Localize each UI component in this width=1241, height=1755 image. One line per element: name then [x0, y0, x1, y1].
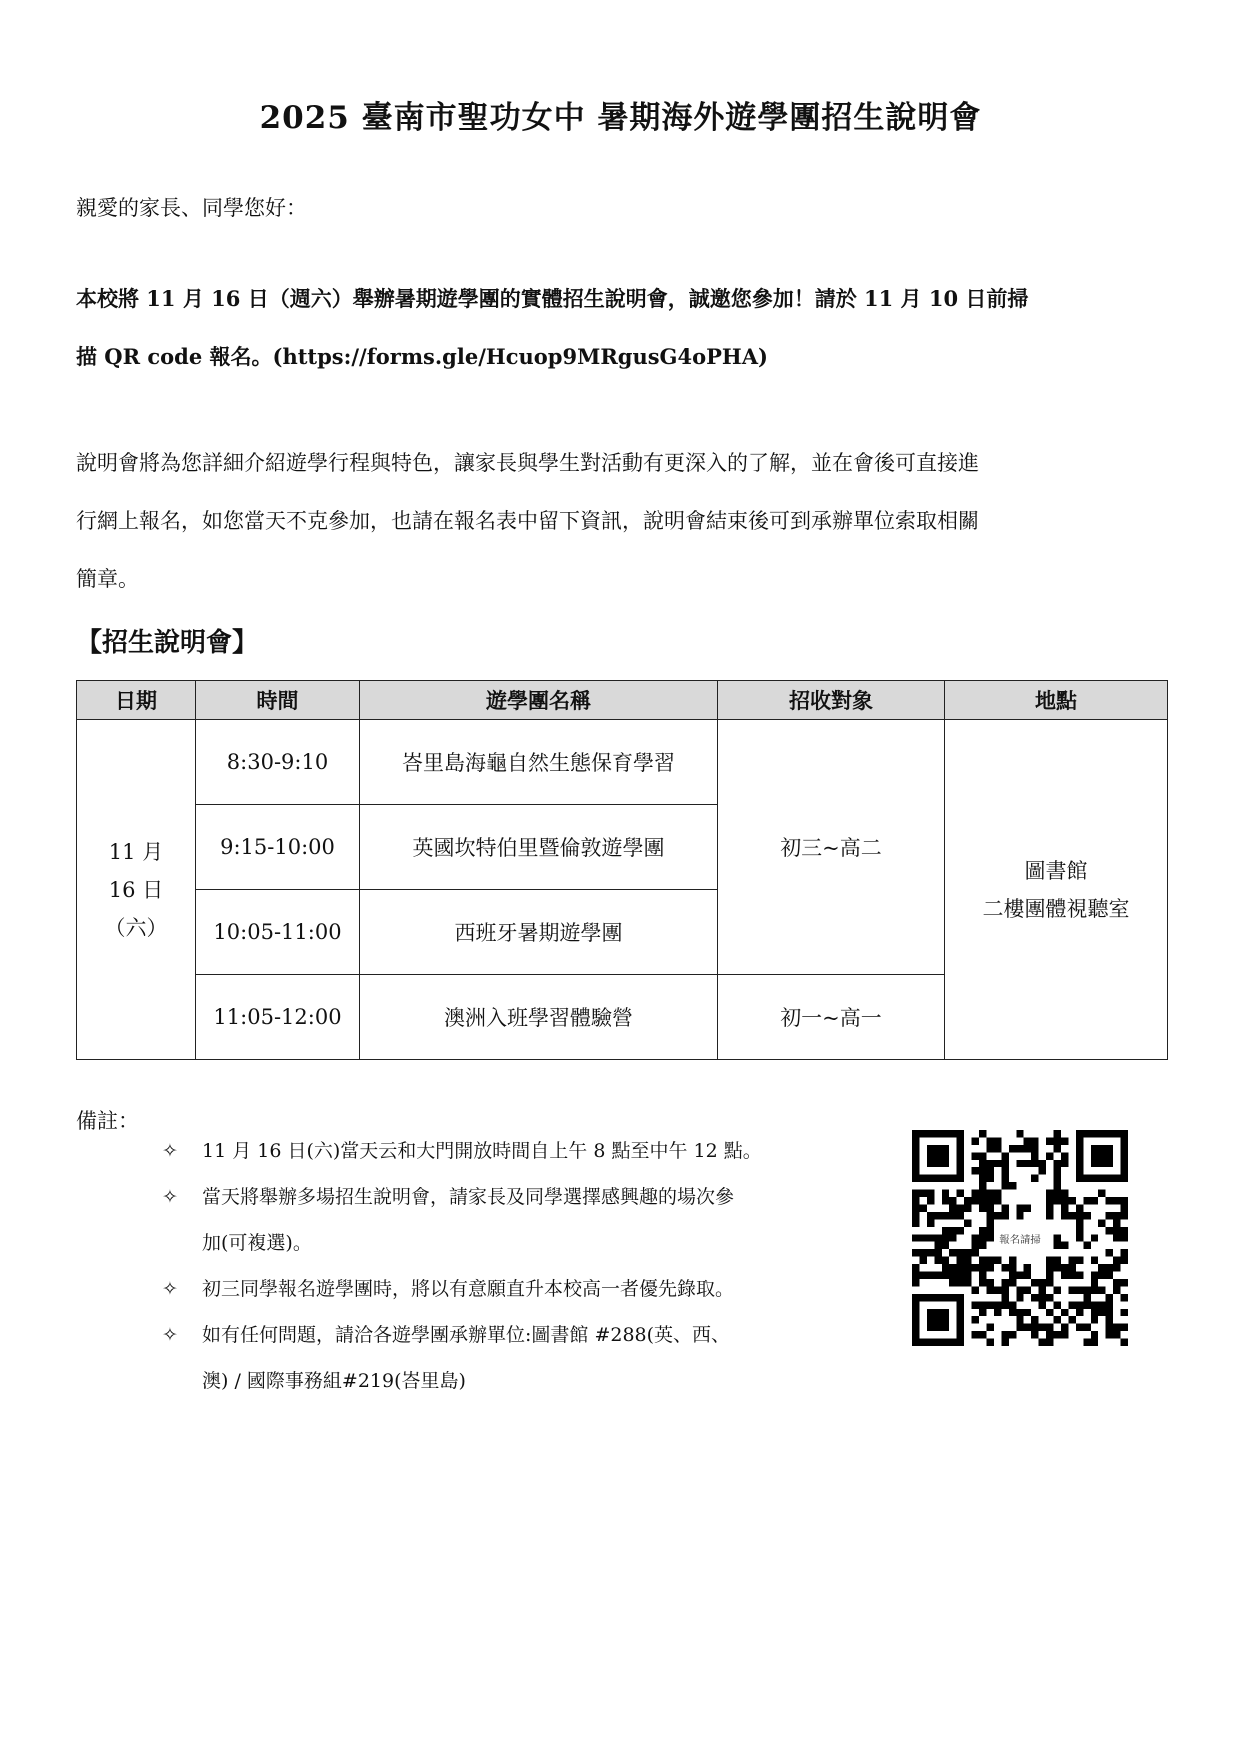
- tour-name-cell: 峇里島海龜自然生態保育學習: [360, 720, 718, 805]
- header-target: 招收對象: [718, 681, 945, 720]
- tour-name-cell: 澳洲入班學習體驗營: [360, 975, 718, 1060]
- bullet-star-icon: ✧: [162, 1324, 178, 1346]
- list-item: [162, 1266, 862, 1312]
- intro-line: 行網上報名，如您當天不克參加，也請在報名表中留下資訊，說明會結束後可到承辦單位索取相關: [76, 509, 979, 533]
- intro-paragraph: [76, 434, 1168, 608]
- section-title: 【招生說明會】: [76, 628, 259, 658]
- header-tour-name: 遊學團名稱: [360, 681, 718, 720]
- announcement-line: 描 QR code 報名。(https://forms.gle/Hcuop9MRgusG4oPHA): [76, 344, 768, 369]
- location-line: 圖書館: [1024, 858, 1088, 883]
- note-line: 初三同學報名遊學團時，將以有意願直升本校高一者優先錄取。: [202, 1278, 735, 1300]
- qr-center-text: 報名請掃: [999, 1234, 1041, 1247]
- qr-code-icon[interactable]: [912, 1130, 1128, 1346]
- time-cell: 8:30-9:10: [196, 720, 360, 805]
- list-item: [162, 1312, 862, 1404]
- note-line: 澳) / 國際事務組#219(峇里島): [202, 1370, 466, 1392]
- date-weekday: （六）: [104, 915, 168, 940]
- bullet-star-icon: ✧: [162, 1278, 178, 1300]
- greeting: 親愛的家長、同學您好：: [76, 196, 307, 220]
- notes-label: 備註：: [76, 1109, 139, 1133]
- note-line: 當天將舉辦多場招生說明會，請家長及同學選擇感興趣的場次參: [202, 1186, 735, 1208]
- table-header-row: [77, 681, 1168, 720]
- page-title: 2025 臺南市聖功女中 暑期海外遊學團招生說明會: [259, 100, 982, 136]
- date-day: 16 日: [108, 877, 164, 902]
- location-line: 二樓團體視聽室: [982, 896, 1130, 921]
- location-cell: [945, 720, 1168, 1060]
- target-cell: 初一~高一: [718, 975, 945, 1060]
- target-cell: 初三~高二: [718, 720, 945, 975]
- header-date: 日期: [77, 681, 196, 720]
- table-row: [77, 720, 1168, 805]
- note-line: 加(可複選)。: [202, 1232, 312, 1254]
- date-month: 11 月: [108, 839, 164, 864]
- notes-list: [162, 1128, 862, 1404]
- bullet-star-icon: ✧: [162, 1140, 178, 1162]
- time-cell: 11:05-12:00: [196, 975, 360, 1060]
- announcement-paragraph: [76, 270, 1168, 386]
- intro-line: 簡章。: [76, 567, 139, 591]
- list-item: [162, 1128, 862, 1174]
- header-location: 地點: [945, 681, 1168, 720]
- time-cell: 9:15-10:00: [196, 805, 360, 890]
- note-line: 如有任何問題，請洽各遊學團承辦單位:圖書館 #288(英、西、: [202, 1324, 731, 1346]
- note-line: 11 月 16 日(六)當天云和大門開放時間自上午 8 點至中午 12 點。: [202, 1140, 762, 1162]
- announcement-line: 本校將 11 月 16 日（週六）舉辦暑期遊學團的實體招生說明會，誠邀您參加！請於 11 月 10 日前掃: [76, 286, 1029, 311]
- tour-name-cell: 西班牙暑期遊學團: [360, 890, 718, 975]
- time-cell: 10:05-11:00: [196, 890, 360, 975]
- list-item: [162, 1174, 862, 1266]
- schedule-table: [76, 680, 1168, 1060]
- header-time: 時間: [196, 681, 360, 720]
- tour-name-cell: 英國坎特伯里暨倫敦遊學團: [360, 805, 718, 890]
- intro-line: 說明會將為您詳細介紹遊學行程與特色，讓家長與學生對活動有更深入的了解，並在會後可直接進: [76, 451, 979, 475]
- bullet-star-icon: ✧: [162, 1186, 178, 1208]
- date-cell: [77, 720, 196, 1060]
